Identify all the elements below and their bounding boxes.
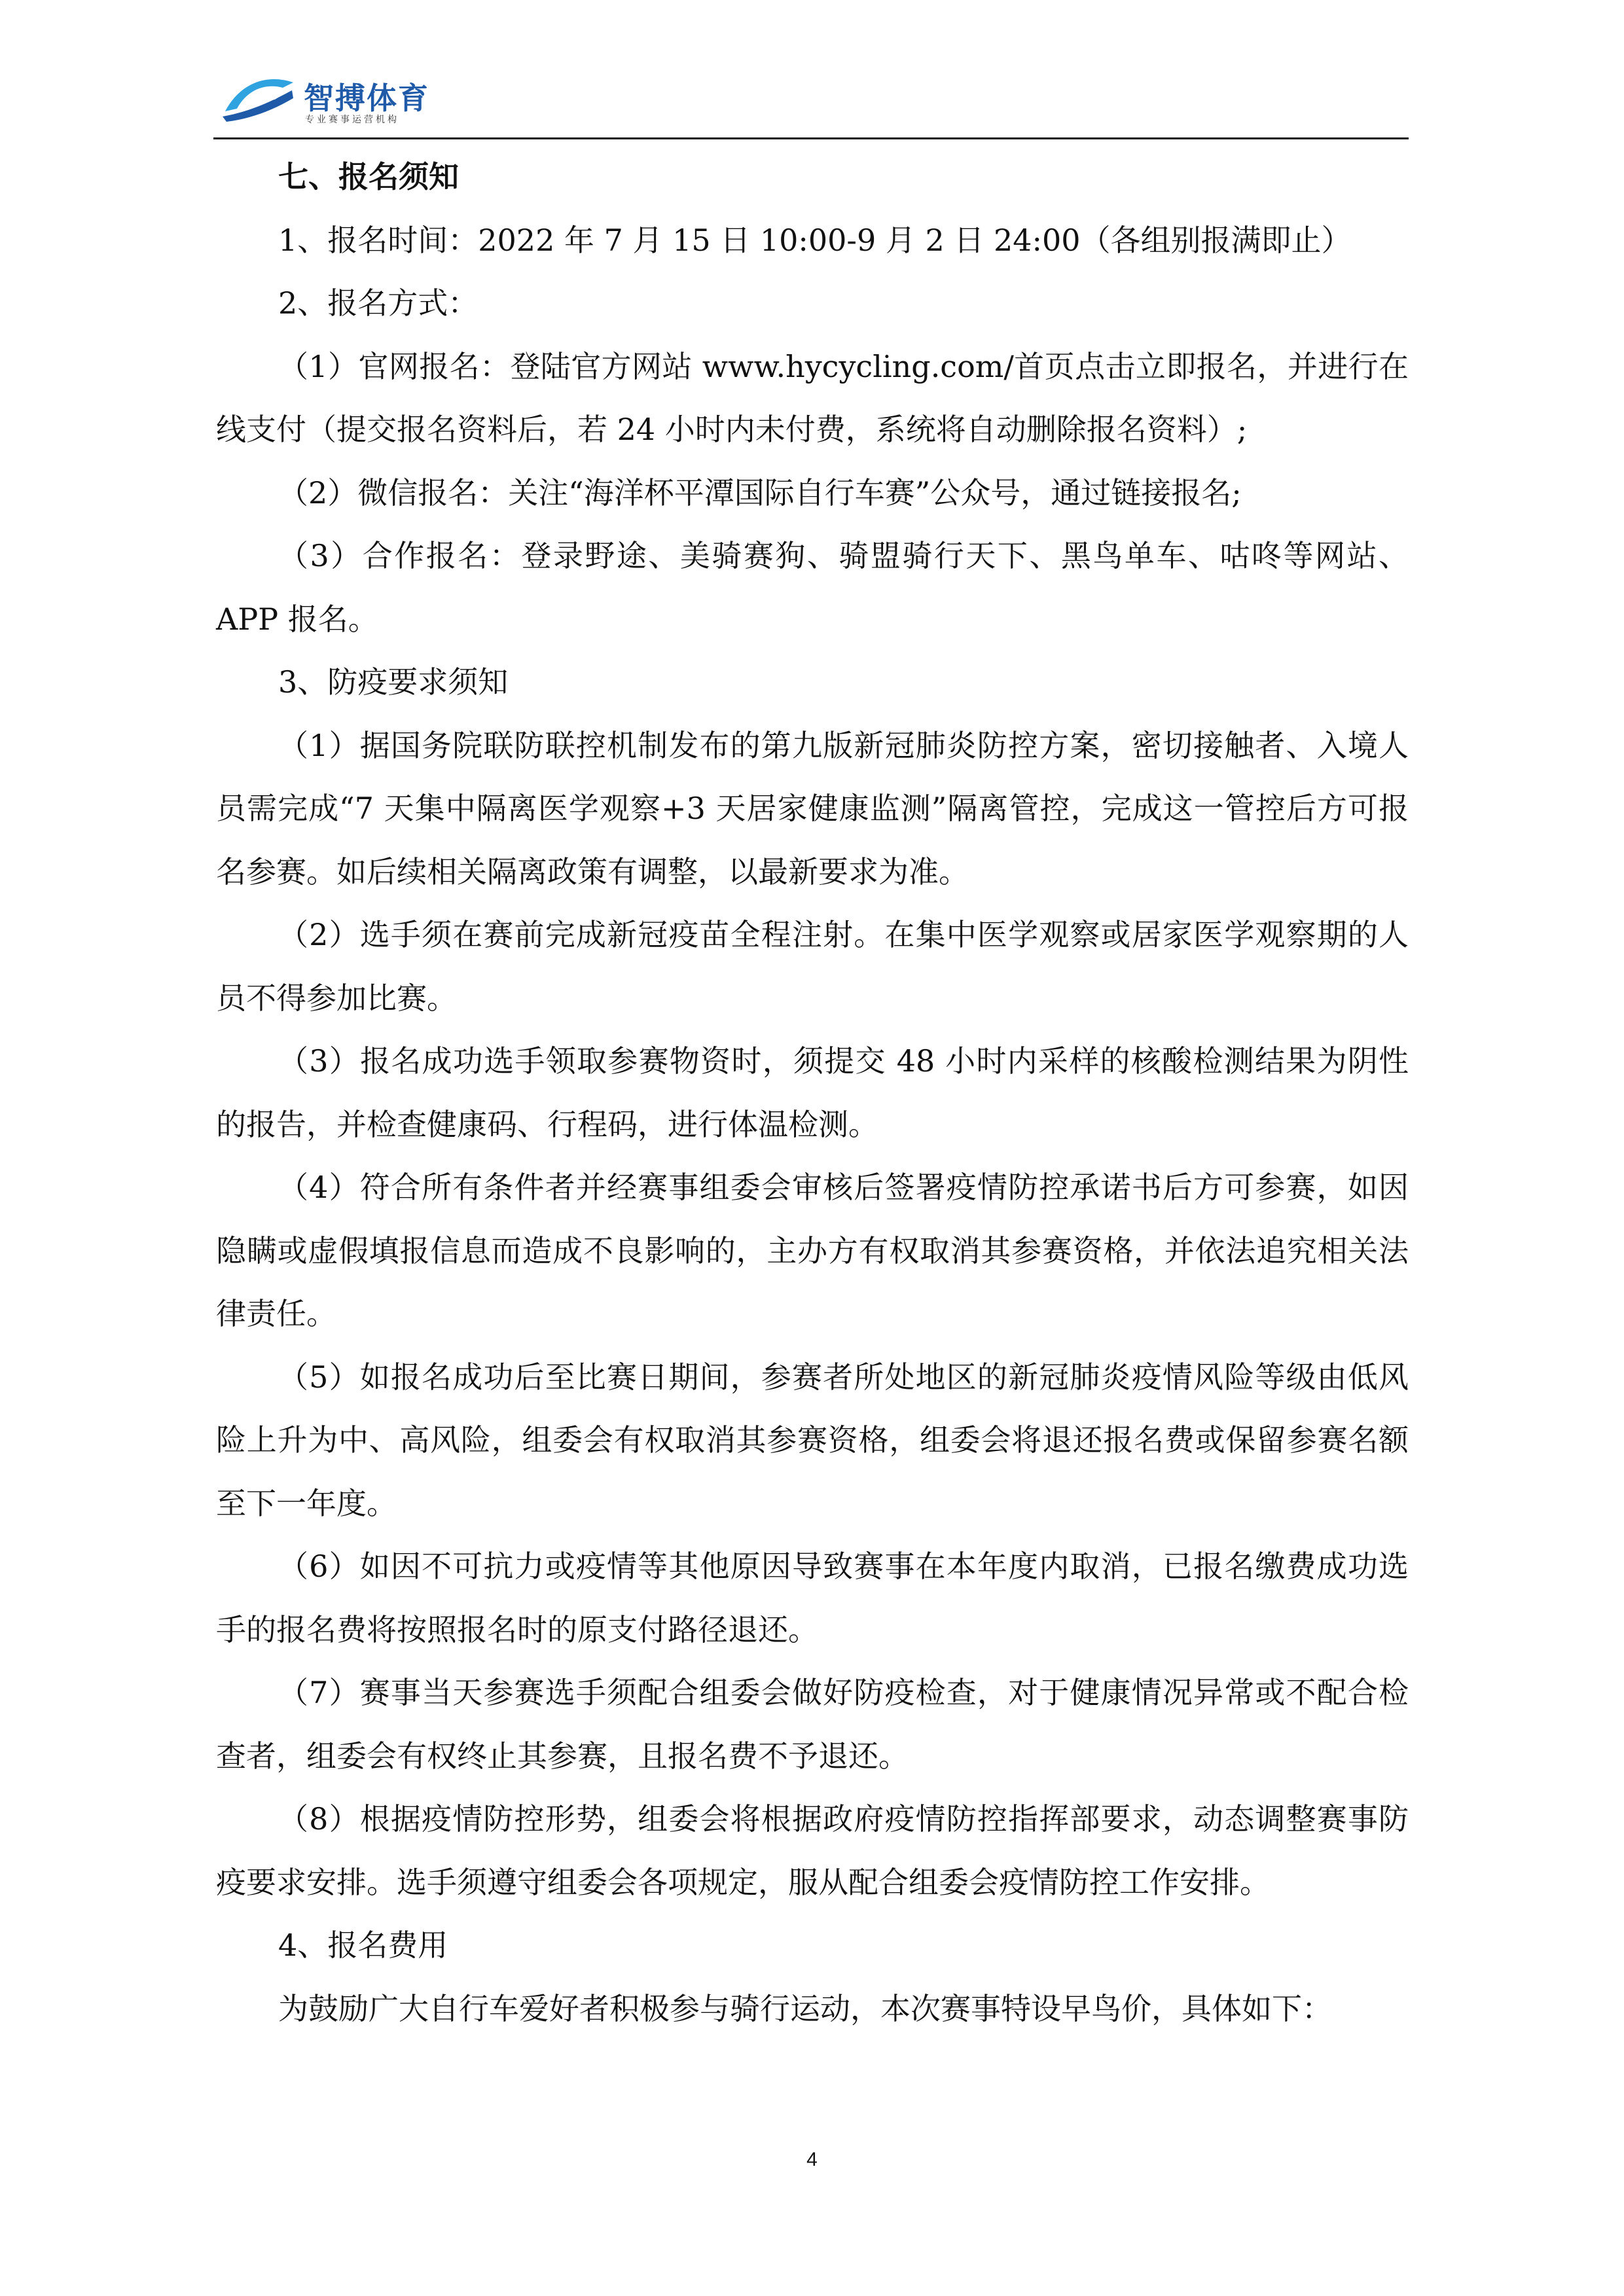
brand-logo (213, 58, 449, 130)
epidemic-rule-8: （8）根据疫情防控形势，组委会将根据政府疫情防控指挥部要求，动态调整赛事防疫要求安排。选手须遵守组委会各项规定，服从配合组委会疫情防控工作安排。 (216, 1801, 1409, 1900)
epidemic-rule-7: （7）赛事当天参赛选手须配合组委会做好防疫检查，对于健康情况异常或不配合检查者，组委会有权终止其参赛，且报名费不予退还。 (216, 1675, 1409, 1774)
logo-swoosh-icon (220, 71, 298, 123)
epidemic-rule-2: （2）选手须在赛前完成新冠疫苗全程注射。在集中医学观察或居家医学观察期的人员不得参加比赛。 (216, 917, 1409, 1016)
header-divider (213, 137, 1409, 139)
method-official-site: （1）官网报名：登陆官方网站 www.hycycling.com/首页点击立即报名，并进行在线支付（提交报名资料后，若 24 小时内未付费，系统将自动删除报名资料）; (216, 348, 1409, 447)
epidemic-rule-6: （6）如因不可抗力或疫情等其他原因导致赛事在本年度内取消，已报名缴费成功选手的报名费将按照报名时的原支付路径退还。 (216, 1549, 1409, 1647)
registration-method-heading: 2、报名方式： (278, 285, 478, 321)
epidemic-heading: 3、防疫要求须知 (278, 664, 509, 700)
section-title: 七、报名须知 (278, 159, 459, 194)
method-wechat: （2）微信报名：关注“海洋杯平潭国际自行车赛”公众号，通过链接报名; (278, 475, 1242, 511)
epidemic-rule-4: （4）符合所有条件者并经赛事组委会审核后签署疫情防控承诺书后方可参赛，如因隐瞒或虚假填报信息而造成不良影响的，主办方有权取消其参赛资格，并依法追究相关法律责任。 (216, 1170, 1409, 1331)
page-number: 4 (806, 2149, 818, 2170)
document-body (216, 145, 1409, 2040)
fee-intro: 为鼓励广大自行车爱好者积极参与骑行运动，本次赛事特设早鸟价，具体如下： (278, 1990, 1332, 2026)
method-partners: （3）合作报名：登录野途、美骑赛狗、骑盟骑行天下、黑鸟单车、咕咚等网站、APP 报名。 (216, 538, 1409, 637)
fee-heading: 4、报名费用 (278, 1928, 448, 1963)
logo-tagline: 专业赛事运营机构 (305, 115, 399, 125)
registration-time: 1、报名时间：2022 年 7 月 15 日 10:00-9 月 2 日 24:00（各组别报满即止） (278, 222, 1352, 258)
epidemic-rule-5: （5）如报名成功后至比赛日期间，参赛者所处地区的新冠肺炎疫情风险等级由低风险上升为中、高风险，组委会有权取消其参赛资格，组委会将退还报名费或保留参赛名额至下一年度。 (216, 1359, 1409, 1521)
epidemic-rule-1: （1）据国务院联防联控机制发布的第九版新冠肺炎防控方案，密切接触者、入境人员需完成“7 天集中隔离医学观察+3 天居家健康监测”隔离管控，完成这一管控后方可报名参赛。如后续相关隔离政策有调整，以最新要求为准。 (216, 727, 1409, 889)
logo-name: 智搏体育 (304, 81, 429, 116)
epidemic-rule-3: （3）报名成功选手领取参赛物资时，须提交 48 小时内采样的核酸检测结果为阴性的报告，并检查健康码、行程码，进行体温检测。 (216, 1043, 1409, 1142)
page-header (213, 58, 1409, 141)
